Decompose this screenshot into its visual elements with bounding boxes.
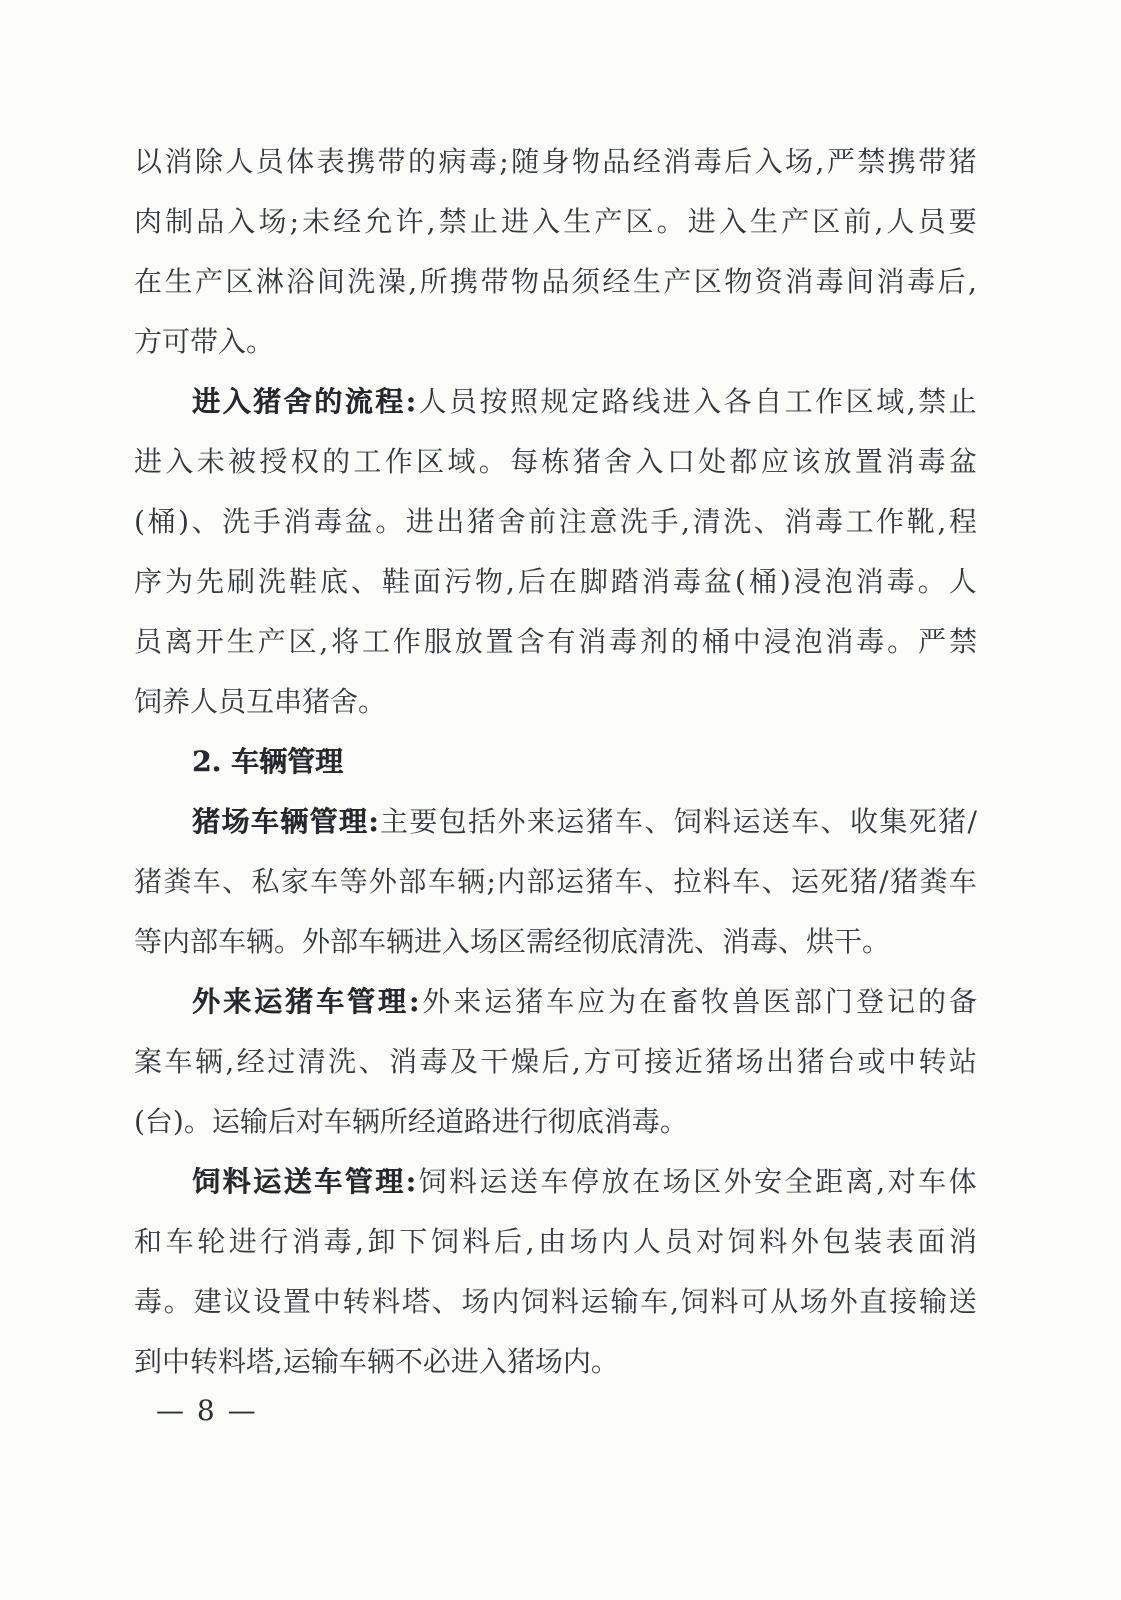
text-line bbox=[134, 1092, 977, 1152]
text-line: 进 入 猪 舍 的 流 程 : 人 员 按 照 规 定 路 线 进 入 各 自 工 作 区 域 , 禁 止 bbox=[192, 385, 977, 418]
text-body bbox=[134, 132, 977, 1392]
text-line bbox=[134, 912, 977, 972]
section-heading-line bbox=[134, 732, 977, 792]
bold-lead: 2. 车辆管理 bbox=[192, 745, 343, 778]
text-line: 肉 制 品 入 场 ; 未 经 允 许 , 禁 止 进 入 生 产 区 。 进 入 生 产 区 前 , 人 员 要 bbox=[134, 205, 977, 238]
line-text: 饲养人员互串猪舍。 bbox=[134, 685, 387, 718]
line-text: 方可带入。 bbox=[134, 325, 275, 358]
text-line: 在 生 产 区 淋 浴 间 洗 澡 , 所 携 带 物 品 须 经 生 产 区 物 资 消 毒 间 消 毒 后 , bbox=[134, 265, 977, 298]
text-line: 和 车 轮 进 行 消 毒 , 卸 下 饲 料 后 , 由 场 内 人 员 对 饲 料 外 包 装 表 面 消 bbox=[134, 1225, 977, 1258]
line-text: 到中转料塔,运输车辆不必进入猪场内。 bbox=[134, 1345, 619, 1378]
text-line: 猪 场 车 辆 管 理 : 主 要 包 括 外 来 运 猪 车 、 饲 料 运 送 车 、 收 集 死 猪 / bbox=[192, 805, 977, 838]
text-line: 员 离 开 生 产 区 , 将 工 作 服 放 置 含 有 消 毒 剂 的 桶 中 浸 泡 消 毒 。 严 禁 bbox=[134, 625, 977, 658]
line-text: (台)。运输后对车辆所经道路进行彻底消毒。 bbox=[134, 1105, 688, 1138]
text-line: 猪 粪 车 、 私 家 车 等 外 部 车 辆 ; 内 部 运 猪 车 、 拉 料 车 、 运 死 猪 / 猪 粪 车 bbox=[134, 865, 977, 898]
text-line bbox=[134, 1332, 977, 1392]
text-line: 外 来 运 猪 车 管 理 : 外 来 运 猪 车 应 为 在 畜 牧 兽 医 部 门 登 记 的 备 bbox=[192, 985, 977, 1018]
text-line: 毒 。 建 议 设 置 中 转 料 塔 、 场 内 饲 料 运 输 车 , 饲 料 可 从 场 外 直 接 输 送 bbox=[134, 1285, 977, 1318]
line-text: 等内部车辆。外部车辆进入场区需经彻底清洗、消毒、烘干。 bbox=[134, 925, 891, 958]
text-line: 序 为 先 刷 洗 鞋 底 、 鞋 面 污 物 , 后 在 脚 踏 消 毒 盆 ( 桶 ) 浸 泡 消 毒 。 人 bbox=[134, 565, 977, 598]
page-number: — 8 — bbox=[156, 1394, 258, 1427]
page-footer bbox=[156, 1396, 258, 1426]
text-line: 以 消 除 人 员 体 表 携 带 的 病 毒 ; 随 身 物 品 经 消 毒 后 入 场 , 严 禁 携 带 猪 bbox=[134, 145, 977, 178]
text-line bbox=[134, 312, 977, 372]
text-line: ( 桶 ) 、 洗 手 消 毒 盆 。 进 出 猪 舍 前 注 意 洗 手 , 清 洗 、 消 毒 工 作 靴 , 程 bbox=[134, 505, 977, 538]
text-line: 饲 料 运 送 车 管 理 : 饲 料 运 送 车 停 放 在 场 区 外 安 全 距 离 , 对 车 体 bbox=[192, 1165, 977, 1198]
text-line: 案 车 辆 , 经 过 清 洗 、 消 毒 及 干 燥 后 , 方 可 接 近 猪 场 出 猪 台 或 中 转 站 bbox=[134, 1045, 977, 1078]
text-line bbox=[134, 672, 977, 732]
text-line: 进 入 未 被 授 权 的 工 作 区 域 。 每 栋 猪 舍 入 口 处 都 应 该 放 置 消 毒 盆 bbox=[134, 445, 977, 478]
